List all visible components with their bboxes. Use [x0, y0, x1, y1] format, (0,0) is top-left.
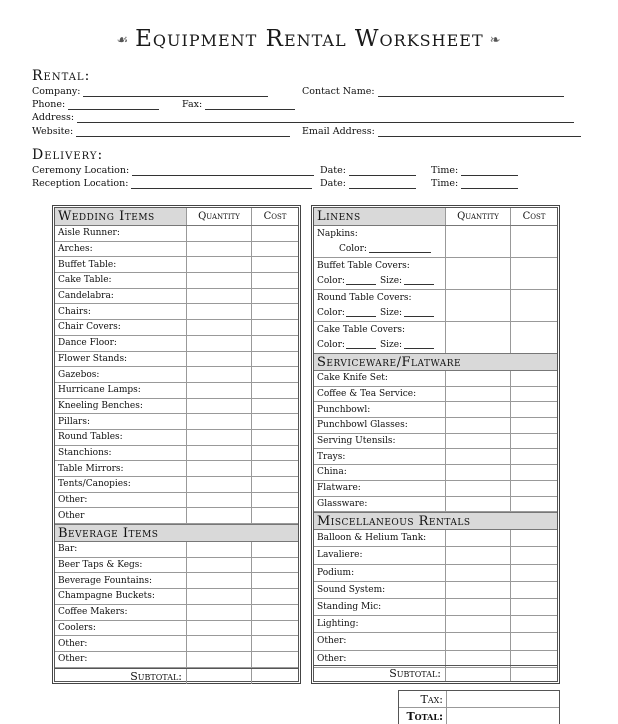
table-row [55, 367, 298, 383]
subtotal-quantity-cell[interactable] [445, 666, 510, 681]
cost-cell[interactable] [251, 573, 298, 588]
contact-name-field[interactable]: Contact Name: [302, 86, 564, 97]
quantity-cell[interactable] [445, 530, 510, 546]
table-row [314, 434, 557, 450]
cost-cell[interactable] [251, 542, 298, 557]
napkins-cost-cell[interactable] [510, 226, 557, 257]
cost-cell[interactable] [510, 599, 557, 615]
cost-cell[interactable] [510, 465, 557, 480]
serviceware-header: Serviceware/Flatware [314, 353, 557, 371]
table-row [55, 336, 298, 352]
subtotal-cost-cell[interactable] [510, 666, 557, 681]
table-row [55, 399, 298, 415]
cost-cell[interactable] [251, 605, 298, 620]
cost-cell[interactable] [510, 582, 557, 598]
cost-cell[interactable] [510, 547, 557, 563]
quantity-cell[interactable] [186, 652, 251, 667]
table-row [314, 530, 557, 547]
table-row [55, 414, 298, 430]
cost-cell[interactable] [251, 399, 298, 414]
quantity-cell[interactable] [186, 621, 251, 636]
item-label: Cake Table: [58, 275, 112, 286]
item-label: Dance Floor: [58, 338, 117, 349]
cost-cell[interactable] [251, 304, 298, 319]
item-label: Lighting: [317, 619, 359, 630]
table-row [314, 497, 557, 513]
linen-buffet-row: Buffet Table Covers: Color: Size: [314, 258, 557, 290]
ceremony-time-field[interactable]: Time: [431, 165, 518, 176]
item-label: Lavaliere: [317, 550, 363, 561]
napkins-quantity-cell[interactable] [445, 226, 510, 257]
cost-cell[interactable] [251, 383, 298, 398]
quantity-cell[interactable] [445, 547, 510, 563]
item-label: Other: [317, 636, 347, 647]
table-row [55, 383, 298, 399]
tax-value-cell[interactable] [447, 691, 559, 707]
cost-cell[interactable] [510, 633, 557, 649]
cost-cell[interactable] [510, 402, 557, 417]
quantity-cell[interactable] [186, 336, 251, 351]
item-label: Beverage Fountains: [58, 575, 153, 586]
table-row [55, 352, 298, 368]
linen-round-row: Round Table Covers: Color: Size: [314, 290, 557, 322]
tax-row [399, 691, 559, 708]
quantity-cell[interactable] [186, 304, 251, 319]
table-row [55, 430, 298, 446]
quantity-cell[interactable] [445, 565, 510, 581]
cost-cell[interactable] [251, 493, 298, 508]
quantity-cell[interactable] [186, 320, 251, 335]
cost-cell[interactable] [510, 418, 557, 433]
wedding-items-header: Wedding Items Quantity Cost [55, 208, 298, 226]
item-label: Buffet Table: [58, 259, 117, 270]
quantity-cell[interactable] [445, 402, 510, 417]
quantity-cell[interactable] [445, 481, 510, 496]
item-label: Table Mirrors: [58, 463, 124, 474]
table-row [55, 493, 298, 509]
quantity-cell[interactable] [186, 493, 251, 508]
item-label: Coffee & Tea Service: [317, 389, 417, 400]
table-row [55, 589, 298, 605]
company-field[interactable]: Company: [32, 86, 268, 97]
cost-cell[interactable] [510, 481, 557, 496]
cost-cell[interactable] [251, 558, 298, 573]
quantity-cell[interactable] [186, 414, 251, 429]
cost-cell[interactable] [510, 530, 557, 546]
phone-field[interactable]: Phone: [32, 99, 159, 110]
table-row [314, 465, 557, 481]
cost-cell[interactable] [510, 616, 557, 632]
item-label: Flower Stands: [58, 353, 128, 364]
item-label: Other: [317, 653, 347, 664]
item-label: Round Tables: [58, 432, 123, 443]
quantity-cell[interactable] [186, 461, 251, 476]
item-label: Other [58, 510, 85, 521]
address-field[interactable]: Address: [32, 112, 574, 123]
quantity-cell[interactable] [186, 226, 251, 241]
quantity-cell[interactable] [186, 477, 251, 492]
item-label: Podium: [317, 567, 355, 578]
quantity-cell[interactable] [445, 616, 510, 632]
rental-heading: Rental: [32, 68, 91, 84]
item-label: Flatware: [317, 483, 361, 494]
cost-cell[interactable] [510, 565, 557, 581]
misc-rentals-header: Miscellaneous Rentals [314, 512, 557, 530]
item-label: Chair Covers: [58, 322, 121, 333]
quantity-cell[interactable] [186, 367, 251, 382]
subtotal-cost-cell[interactable] [251, 669, 298, 684]
table-row [55, 289, 298, 305]
fax-field[interactable]: Fax: [182, 99, 295, 110]
table-row [55, 257, 298, 273]
item-label: Stanchions: [58, 447, 112, 458]
cost-cell[interactable] [251, 461, 298, 476]
table-row [55, 477, 298, 493]
cost-cell[interactable] [251, 621, 298, 636]
quantity-cell[interactable] [445, 497, 510, 512]
item-label: Other: [58, 654, 88, 665]
quantity-cell[interactable] [186, 542, 251, 557]
quantity-cell[interactable] [186, 573, 251, 588]
table-row [55, 226, 298, 242]
subtotal-label: Subtotal: [130, 669, 182, 683]
table-row [314, 371, 557, 387]
item-label: China: [317, 467, 347, 478]
table-row [55, 605, 298, 621]
cost-cell[interactable] [251, 477, 298, 492]
item-label: Beer Taps & Kegs: [58, 560, 143, 571]
linens-header: Linens Quantity Cost [314, 208, 557, 226]
subtotal-label: Subtotal: [389, 667, 441, 680]
quantity-cell[interactable] [186, 636, 251, 651]
ceremony-date-field[interactable]: Date: [320, 165, 416, 176]
round-quantity-cell[interactable] [445, 290, 510, 321]
cost-cell[interactable] [251, 242, 298, 257]
reception-location-field[interactable]: Reception Location: [32, 178, 312, 189]
table-row [314, 565, 557, 582]
quantity-cell[interactable] [445, 465, 510, 480]
item-label: Sound System: [317, 584, 386, 595]
table-row [55, 242, 298, 258]
cost-cell[interactable] [251, 414, 298, 429]
wedding-items-list [55, 226, 298, 524]
item-label: Arches: [58, 244, 93, 255]
quantity-cell[interactable] [445, 449, 510, 464]
cost-cell[interactable] [510, 371, 557, 386]
linen-cake-row: Cake Table Covers: Color: Size: [314, 322, 557, 353]
table-row [314, 582, 557, 599]
table-row [55, 542, 298, 558]
misc-rentals-list [314, 530, 557, 668]
cost-cell[interactable] [251, 589, 298, 604]
item-label: Tents/Canopies: [58, 479, 131, 490]
item-label: Standing Mic: [317, 602, 382, 613]
table-row [314, 633, 557, 650]
item-label: Pillars: [58, 416, 91, 427]
cost-cell[interactable] [251, 257, 298, 272]
quantity-cell[interactable] [186, 242, 251, 257]
delivery-heading: Delivery: [32, 147, 104, 163]
cost-cell[interactable] [510, 449, 557, 464]
quantity-cell[interactable] [445, 371, 510, 386]
total-label: Total: [399, 708, 447, 724]
cost-cell[interactable] [251, 320, 298, 335]
item-label: Other: [58, 495, 88, 506]
quantity-cell[interactable] [186, 446, 251, 461]
item-label: Balloon & Helium Tank: [317, 533, 427, 544]
quantity-cell[interactable] [186, 273, 251, 288]
cost-cell[interactable] [251, 430, 298, 445]
quantity-cell[interactable] [445, 418, 510, 433]
quantity-cell[interactable] [186, 352, 251, 367]
table-row [55, 320, 298, 336]
quantity-cell[interactable] [186, 257, 251, 272]
cost-cell[interactable] [251, 273, 298, 288]
quantity-cell[interactable] [445, 582, 510, 598]
quantity-cell[interactable] [186, 399, 251, 414]
table-row [55, 446, 298, 462]
item-label: Champagne Buckets: [58, 591, 155, 602]
quantity-cell[interactable] [445, 633, 510, 649]
item-label: Coffee Makers: [58, 607, 128, 618]
table-row [55, 508, 298, 524]
item-label: Punchbowl Glasses: [317, 420, 408, 431]
quantity-cell[interactable] [445, 434, 510, 449]
page-title [0, 26, 618, 52]
table-row [314, 599, 557, 616]
item-label: Coolers: [58, 622, 96, 633]
left-items-table [52, 205, 301, 684]
table-row [55, 558, 298, 574]
cost-cell[interactable] [251, 446, 298, 461]
table-row [314, 402, 557, 418]
linen-napkins-row: Napkins: Color: [314, 226, 557, 258]
total-value-cell[interactable] [447, 708, 559, 724]
email-field[interactable]: Email Address: [302, 126, 581, 137]
item-label: Trays: [317, 451, 346, 462]
table-row [314, 449, 557, 465]
reception-time-field[interactable]: Time: [431, 178, 518, 189]
table-row [55, 461, 298, 477]
table-row [314, 387, 557, 403]
table-row [55, 636, 298, 652]
ceremony-location-field[interactable]: Ceremony Location: [32, 165, 314, 176]
item-label: Other: [58, 638, 88, 649]
item-label: Aisle Runner: [58, 228, 120, 239]
item-label: Candelabra: [58, 291, 114, 302]
item-label: Serving Utensils: [317, 436, 396, 447]
quantity-cell[interactable] [186, 589, 251, 604]
table-row [55, 621, 298, 637]
cost-cell[interactable] [510, 387, 557, 402]
table-row [55, 573, 298, 589]
cost-cell[interactable] [251, 336, 298, 351]
quantity-cell[interactable] [186, 289, 251, 304]
right-subtotal-row [314, 665, 557, 681]
table-row [314, 616, 557, 633]
item-label: Bar: [58, 544, 78, 555]
cost-cell[interactable] [251, 367, 298, 382]
cost-cell[interactable] [251, 508, 298, 523]
cake-quantity-cell[interactable] [445, 322, 510, 353]
totals-box [398, 690, 560, 724]
cost-cell[interactable] [251, 636, 298, 651]
cost-cell[interactable] [510, 434, 557, 449]
quantity-cell[interactable] [186, 605, 251, 620]
table-row [314, 418, 557, 434]
quantity-cell[interactable] [445, 599, 510, 615]
table-row [314, 547, 557, 564]
quantity-cell[interactable] [186, 558, 251, 573]
buffet-quantity-cell[interactable] [445, 258, 510, 289]
right-items-table [311, 205, 560, 684]
website-field[interactable]: Website: [32, 126, 290, 137]
table-row [314, 481, 557, 497]
ornament-left-icon: ☙ [116, 32, 130, 48]
cake-cost-cell[interactable] [510, 322, 557, 353]
buffet-cost-cell[interactable] [510, 258, 557, 289]
round-cost-cell[interactable] [510, 290, 557, 321]
table-row [55, 652, 298, 668]
reception-date-field[interactable]: Date: [320, 178, 416, 189]
item-label: Gazebos: [58, 369, 100, 380]
table-row [55, 273, 298, 289]
table-row [55, 304, 298, 320]
item-label: Kneeling Benches: [58, 400, 143, 411]
cost-cell[interactable] [251, 226, 298, 241]
quantity-cell[interactable] [186, 508, 251, 523]
left-subtotal-row [55, 668, 298, 684]
ornament-right-icon: ❧ [489, 32, 502, 48]
tax-label: Tax: [399, 691, 447, 707]
item-label: Glassware: [317, 498, 368, 509]
cost-cell[interactable] [251, 352, 298, 367]
beverage-items-list [55, 542, 298, 668]
item-label: Cake Knife Set: [317, 373, 388, 384]
total-row [399, 708, 559, 724]
serviceware-list [314, 371, 557, 512]
cost-cell[interactable] [251, 289, 298, 304]
cost-cell[interactable] [251, 652, 298, 667]
title-text: Equipment Rental Worksheet [135, 26, 484, 52]
item-label: Punchbowl: [317, 404, 371, 415]
item-label: Hurricane Lamps: [58, 385, 141, 396]
cost-cell[interactable] [510, 497, 557, 512]
beverage-items-header: Beverage Items [55, 524, 298, 542]
quantity-cell[interactable] [445, 387, 510, 402]
item-label: Chairs: [58, 306, 91, 317]
quantity-cell[interactable] [186, 383, 251, 398]
quantity-cell[interactable] [186, 430, 251, 445]
subtotal-quantity-cell[interactable] [186, 669, 251, 684]
